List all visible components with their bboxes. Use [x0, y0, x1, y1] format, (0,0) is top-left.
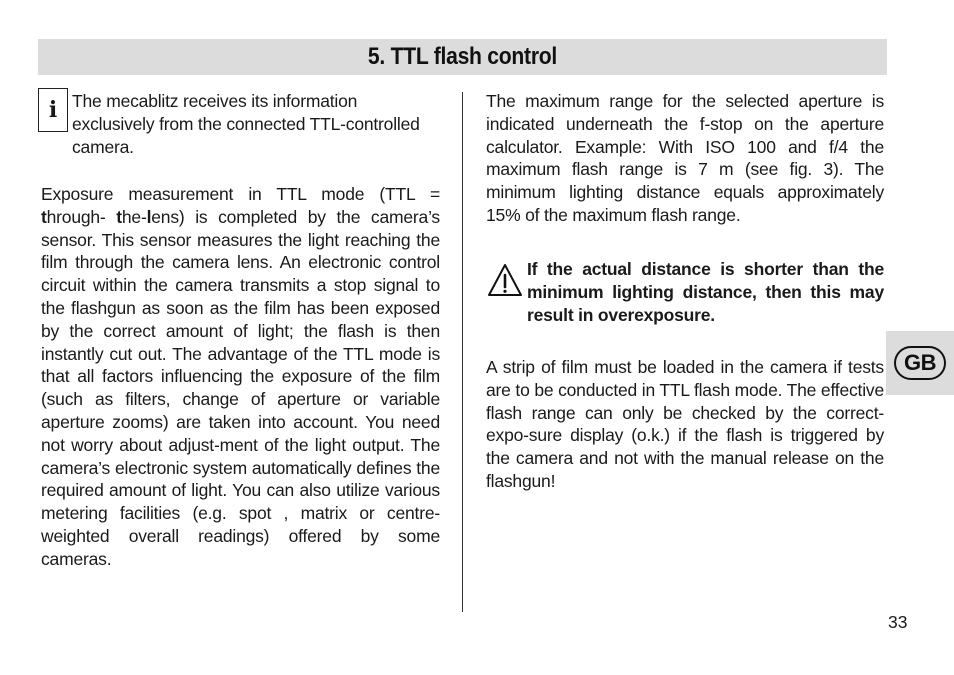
- page-title: 5. TTL flash control: [367, 43, 558, 70]
- ttl-letter-l: l: [146, 206, 152, 227]
- info-note: The mecablitz receives its information exclusively from the connected TTL-controlled camera.: [72, 91, 420, 157]
- section-title-bar: [38, 39, 887, 75]
- ttl-letter-t2: t: [116, 206, 122, 227]
- overexposure-warning: If the actual distance is shorter than the minimum lighting distance, then this may result in overexposure.: [527, 259, 884, 325]
- ttl-para-rest: ens) is completed by the camera’s sensor. This sensor measures the light reaching the film through the camera lens. An electronic control circuit within the camera transmits a stop signal to the flashgun as soon as the film has been exposed by the correct amount of light; the flash is then instantly cut out. The advantage of the TTL mode is that all factors influencing the exposure of the film (such as filters, change of aperture or variable aperture zooms) are taken into account. You need not worry about adjust-ment of the light output. The camera’s electronic system automatically defines the required amount of light. You can also utilize various metering facilities (e.g. spot , matrix or centre-weighted overall readings) offered by some cameras.: [41, 206, 440, 569]
- warning-icon: [487, 263, 523, 297]
- ttl-explanation-paragraph: [41, 183, 440, 571]
- film-strip-paragraph: A strip of film must be loaded in the camera if tests are to be conducted in TTL flash mode. The effective flash range can only be checked by the correct-expo-sure display (o.k.) if the flash is triggered by the camera and not with the manual release on the flashgun!: [486, 357, 884, 491]
- info-icon-glyph: i: [48, 97, 58, 123]
- ttl-hrough: hrough-: [46, 206, 106, 227]
- info-icon: [38, 88, 68, 132]
- max-range-paragraph: The maximum range for the selected aperture is indicated underneath the f-stop on the aperture calculator. Example: With ISO 100 and f/4 the maximum flash range is 7 m (see fig. 3). The minimum lighting distance equals approximately 15% of the maximum flash range.: [486, 91, 884, 225]
- ttl-he: he-: [121, 206, 147, 227]
- language-badge: [894, 346, 946, 380]
- language-tab: [886, 331, 954, 395]
- ttl-letter-t: t: [41, 206, 47, 227]
- ttl-para-prefix: Exposure measurement in TTL mode (TTL =: [41, 184, 440, 204]
- language-label: GB: [904, 350, 936, 375]
- column-divider: [462, 92, 463, 612]
- page-number: 33: [888, 612, 908, 632]
